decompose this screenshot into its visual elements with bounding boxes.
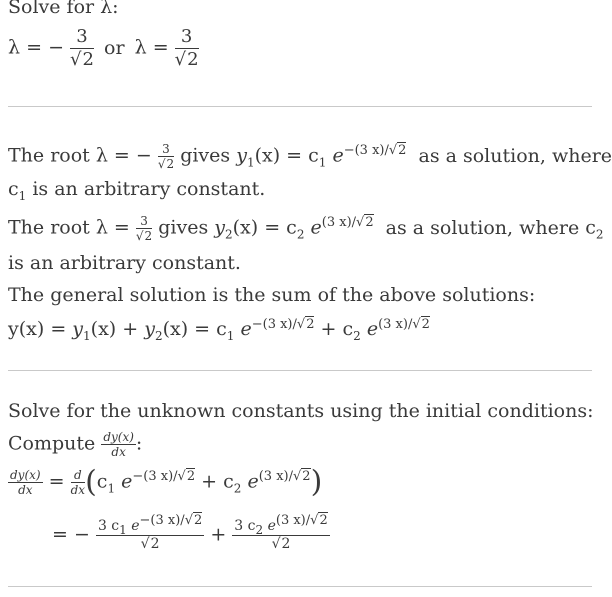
derivative-result: = − $\frac{3 c1 e-(3 x)/√2}{√2}$ + $\frac{3 c2 e(3 x)/√2}{√2}$ xyxy=(52,513,328,552)
divider xyxy=(8,370,592,371)
root-fraction-positive: $\frac{3}{√2}$ xyxy=(174,26,199,70)
general-solution-equation: $y(x) = y_1(x) + y_2(x) = c_1$ $e^{-(3 x)/√2} + c_2$ $e^{(3 x)/√2}$ xyxy=(8,316,430,343)
or-word: or xyxy=(104,36,125,59)
lambda-roots-equation: λ = − $\frac{3}{√2}$ or λ = $\frac{3}{√2}$ xyxy=(8,26,199,70)
constants-intro: Solve for the unknown constants using the initial conditions: xyxy=(8,400,594,422)
root-fraction-negative: $\frac{3}{√2}$ xyxy=(70,26,94,70)
solve-heading: Solve for λ: xyxy=(8,0,119,18)
divider xyxy=(8,586,592,587)
derivative-equation: $\frac{dy(x)}{dx}$ = $\frac{d}{dx}$ ($c_1$ $e^{-(3 x)/√2} + c_2$ $e^{(3 x)/√2}$) xyxy=(10,464,323,500)
general-solution-intro: The general solution is the sum of the above solutions: xyxy=(8,284,536,306)
root2-line: The root λ = $\frac{3}{√2}$ gives $y_2(x) = c_2$ $e^{(3 x)/√2}$ as a solution, where $c_2$ xyxy=(8,214,604,243)
root1-constant-line: $c_1$ is an arbitrary constant. xyxy=(8,178,266,203)
divider xyxy=(8,106,592,107)
root1-line: The root λ = − $\frac{3}{√2}$ gives $y_1(x) = c_1$ $e^{-(3 x)/√2}$ as a solution, where xyxy=(8,142,612,171)
root2-constant-line: is an arbitrary constant. xyxy=(8,252,241,274)
compute-line: Compute $\frac{dy(x)}{dx}$ : xyxy=(8,430,143,459)
